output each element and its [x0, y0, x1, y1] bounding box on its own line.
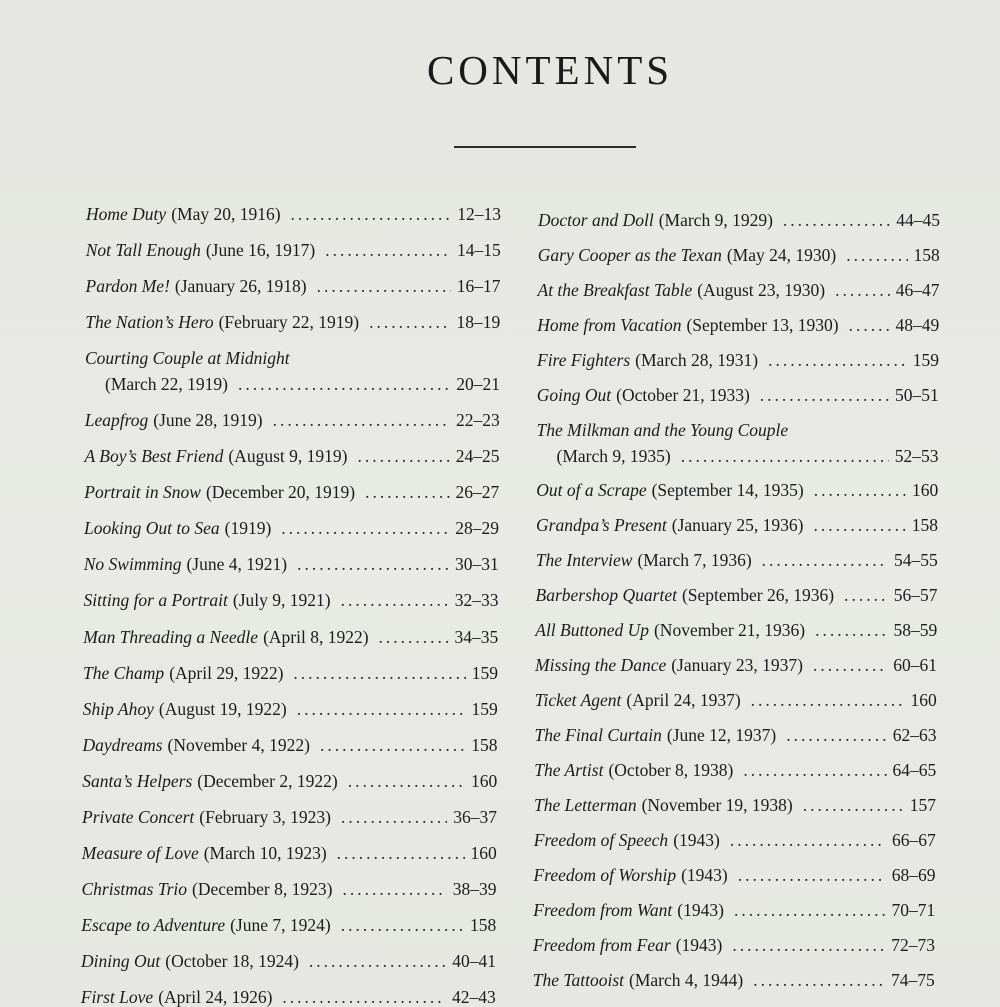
- toc-entry: [537, 422, 939, 465]
- entry-pages: 60–61: [893, 655, 937, 676]
- entry-pages: 48–49: [895, 315, 940, 335]
- dot-leader: [753, 972, 885, 990]
- entry-title: Man Threading a Needle: [83, 626, 259, 647]
- entry-date: (June 12, 1937): [666, 725, 777, 746]
- entry-date: (June 7, 1924): [230, 914, 331, 935]
- entry-title: First Love: [80, 987, 154, 1007]
- entry-title: Looking Out to Sea: [84, 518, 220, 539]
- entry-title: Escape to Adventure: [81, 914, 226, 935]
- entry-date: (September 26, 1936): [681, 585, 835, 606]
- toc-entry: [85, 448, 500, 466]
- dot-leader: [849, 317, 890, 335]
- toc-entry: [536, 482, 938, 500]
- entry-pages: 64–65: [892, 760, 937, 781]
- entry-title: No Swimming: [83, 554, 182, 575]
- toc-entry: [82, 770, 498, 791]
- dot-leader: [786, 727, 887, 745]
- toc-entry: [533, 902, 935, 920]
- entry-title: The Nation’s Hero: [85, 312, 214, 333]
- entry-date: (November 19, 1938): [641, 795, 793, 816]
- entry-pages: 68–69: [891, 865, 936, 886]
- toc-entry: [83, 662, 498, 683]
- dot-leader: [309, 953, 446, 971]
- entry-title: Freedom from Fear: [533, 935, 671, 956]
- entry-date: (March 4, 1944): [629, 970, 744, 991]
- entry-title: Sitting for a Portrait: [83, 590, 228, 611]
- entry-title: Doctor and Doll: [538, 210, 654, 230]
- entry-date: (November 4, 1922): [167, 734, 310, 755]
- entry-title: Freedom of Worship: [533, 865, 677, 886]
- dot-leader: [803, 797, 904, 815]
- entry-title: The Artist: [534, 760, 604, 781]
- entry-pages: 22–23: [456, 410, 500, 431]
- entry-title: Barbershop Quartet: [535, 585, 677, 606]
- entry-date: (January 25, 1936): [671, 515, 804, 536]
- toc-entry: [534, 867, 936, 885]
- entry-date: (March 28, 1931): [635, 350, 759, 370]
- dot-leader: [734, 902, 886, 920]
- entry-date: (June 16, 1917): [205, 240, 316, 261]
- entry-pages: 70–71: [891, 900, 936, 921]
- toc-entry: [86, 242, 501, 260]
- entry-pages: 158: [470, 914, 497, 935]
- entry-date: (August 19, 1922): [158, 698, 287, 719]
- dot-leader: [738, 867, 886, 885]
- entry-date: (October 21, 1933): [616, 385, 750, 405]
- toc-entry: [534, 832, 936, 850]
- entry-title: Freedom from Want: [533, 900, 673, 921]
- toc-entry: [536, 587, 938, 605]
- toc-entry: [86, 278, 501, 296]
- entry-date: (April 8, 1922): [263, 626, 369, 647]
- entry-date: (September 13, 1930): [686, 315, 839, 335]
- entry-title: Courting Couple at Midnight: [85, 348, 290, 369]
- toc-entry: [85, 412, 500, 430]
- entry-pages: 54–55: [894, 550, 938, 571]
- entry-title: Dining Out: [81, 950, 161, 971]
- entry-pages: 20–21: [456, 373, 500, 394]
- toc-entry: [538, 282, 940, 300]
- entry-pages: 50–51: [895, 385, 939, 405]
- dot-leader: [844, 587, 888, 605]
- entry-pages: 30–31: [455, 554, 499, 575]
- toc-entry: [82, 806, 497, 827]
- toc-entry: [84, 484, 499, 502]
- entry-title: Leapfrog: [84, 410, 149, 431]
- dot-leader: [348, 773, 465, 791]
- dot-leader: [846, 247, 907, 265]
- entry-title: Daydreams: [82, 734, 163, 755]
- toc-entry: [534, 762, 936, 780]
- entry-pages: 44–45: [896, 210, 940, 230]
- toc-entry: [83, 626, 499, 647]
- entry-title: Grandpa’s Present: [536, 515, 667, 536]
- dot-leader: [365, 484, 449, 502]
- entry-pages: 14–15: [457, 240, 501, 261]
- dot-leader: [760, 387, 889, 405]
- entry-date: (1943): [681, 865, 728, 886]
- toc-entry: [82, 698, 498, 719]
- entry-pages: 160: [912, 480, 939, 501]
- toc-entry: [81, 989, 496, 1007]
- entry-date: (May 24, 1930): [726, 245, 837, 265]
- entry-date: (December 8, 1923): [192, 878, 333, 899]
- entry-date: (September 14, 1935): [651, 480, 804, 501]
- dot-leader: [379, 629, 449, 647]
- entry-pages: 159: [471, 698, 498, 719]
- entry-date: (1943): [677, 900, 724, 921]
- toc-entry: [533, 972, 935, 990]
- entry-date: (January 26, 1918): [174, 276, 307, 297]
- toc-entry: [81, 878, 497, 899]
- entry-title: The Champ: [83, 662, 165, 683]
- toc-entry: [84, 592, 499, 610]
- dot-leader: [341, 809, 447, 827]
- entry-pages: 160: [471, 770, 498, 791]
- entry-title: Going Out: [536, 385, 612, 405]
- title-divider: [454, 146, 636, 148]
- entry-title: The Tattooist: [532, 970, 625, 991]
- toc-entry: [537, 352, 939, 370]
- dot-leader: [814, 482, 906, 500]
- toc-entry: [85, 314, 500, 332]
- entry-date: (April 29, 1922): [169, 662, 284, 683]
- entry-date: (March 22, 1919): [105, 373, 228, 394]
- entry-pages: 58–59: [893, 620, 938, 641]
- entry-title: Santa’s Helpers: [82, 770, 193, 791]
- entry-pages: 38–39: [452, 878, 497, 899]
- entry-pages: 18–19: [456, 312, 501, 333]
- dot-leader: [325, 242, 451, 260]
- entry-date: (February 3, 1923): [199, 806, 331, 827]
- toc-entry: [85, 350, 500, 393]
- entry-pages: 157: [909, 795, 936, 816]
- dot-leader: [783, 212, 890, 230]
- dot-leader: [813, 517, 905, 535]
- toc-entry: [81, 950, 496, 971]
- entry-date: (1919): [224, 518, 272, 539]
- entry-title: Ship Ahoy: [82, 698, 154, 719]
- dot-leader: [293, 665, 465, 683]
- toc-entry: [538, 247, 940, 265]
- toc-entry: [81, 842, 497, 863]
- entry-pages: 34–35: [454, 626, 499, 647]
- entry-pages: 74–75: [891, 970, 935, 991]
- entry-date: (May 20, 1916): [171, 204, 281, 224]
- entry-date: (March 10, 1923): [203, 842, 327, 863]
- entry-title: Pardon Me!: [85, 276, 170, 297]
- toc-entry: [537, 317, 939, 335]
- entry-date: (March 9, 1935): [556, 445, 671, 466]
- entry-title: Home Duty: [86, 204, 167, 224]
- entry-date: (December 20, 1919): [205, 482, 356, 503]
- dot-leader: [835, 282, 890, 300]
- dot-leader: [317, 278, 451, 296]
- toc-entry: [538, 212, 940, 230]
- dot-leader: [762, 552, 888, 570]
- entry-pages: 159: [912, 350, 939, 370]
- entry-title: Gary Cooper as the Texan: [537, 245, 722, 265]
- entry-date: (October 18, 1924): [165, 950, 299, 971]
- entry-title: Christmas Trio: [81, 878, 188, 899]
- entry-date: (1943): [675, 935, 723, 956]
- entry-date: (August 9, 1919): [228, 446, 348, 467]
- dot-leader: [341, 592, 449, 610]
- entry-pages: 26–27: [455, 482, 500, 503]
- entry-date: (April 24, 1937): [626, 690, 741, 711]
- entry-title: Ticket Agent: [534, 690, 622, 711]
- toc-entry: [82, 734, 498, 755]
- dot-leader: [732, 937, 885, 955]
- entry-date: (March 7, 1936): [637, 550, 752, 571]
- entry-date: (April 24, 1926): [158, 987, 273, 1007]
- dot-leader: [369, 314, 450, 332]
- entry-title: A Boy’s Best Friend: [84, 446, 224, 467]
- toc-entry: [534, 797, 936, 815]
- toc-entry: [81, 914, 497, 935]
- entry-pages: 158: [471, 734, 498, 755]
- entry-pages: 158: [911, 515, 938, 536]
- entry-pages: 66–67: [892, 830, 936, 851]
- entry-pages: 52–53: [894, 445, 939, 466]
- dot-leader: [297, 556, 449, 574]
- entry-pages: 159: [471, 662, 498, 683]
- entry-title: At the Breakfast Table: [537, 280, 693, 300]
- entry-date: (June 28, 1919): [153, 410, 263, 431]
- entry-pages: 40–41: [452, 950, 496, 971]
- entry-date: (December 2, 1922): [197, 770, 338, 791]
- toc-entry: [537, 387, 939, 405]
- entry-date: (February 22, 1919): [218, 312, 360, 333]
- dot-leader: [813, 657, 887, 675]
- entry-pages: 62–63: [892, 725, 937, 746]
- toc-entry: [535, 657, 937, 675]
- entry-date: (October 8, 1938): [608, 760, 734, 781]
- dot-leader: [730, 832, 886, 850]
- entry-pages: 160: [910, 690, 937, 711]
- entry-date: (March 9, 1929): [658, 210, 773, 230]
- entry-pages: 24–25: [455, 446, 500, 467]
- entry-title: Portrait in Snow: [84, 482, 201, 503]
- entry-date: (August 23, 1930): [697, 280, 826, 300]
- toc-entry: [536, 517, 938, 535]
- dot-leader: [282, 989, 446, 1007]
- entry-pages: 56–57: [893, 585, 938, 606]
- entry-date: (June 4, 1921): [186, 554, 288, 575]
- toc-entry: [535, 727, 937, 745]
- entry-pages: 158: [913, 245, 940, 265]
- entry-date: (July 9, 1921): [232, 590, 331, 611]
- toc-entry: [86, 206, 501, 224]
- entry-pages: 42–43: [452, 987, 496, 1007]
- dot-leader: [320, 737, 465, 755]
- entry-pages: 36–37: [453, 806, 497, 827]
- entry-title: Home from Vacation: [537, 315, 682, 335]
- entry-title: The Interview: [535, 550, 633, 571]
- dot-leader: [751, 692, 905, 710]
- dot-leader: [815, 622, 887, 640]
- entry-pages: 160: [470, 842, 497, 863]
- dot-leader: [768, 352, 907, 370]
- entry-date: (November 21, 1936): [653, 620, 806, 641]
- dot-leader: [337, 845, 465, 863]
- entry-title: Fire Fighters: [537, 350, 631, 370]
- entry-title: The Final Curtain: [534, 725, 662, 746]
- dot-leader: [291, 206, 452, 224]
- entry-title: The Letterman: [534, 795, 637, 816]
- entry-pages: 46–47: [895, 280, 940, 300]
- toc-entry: [533, 937, 935, 955]
- entry-title: Measure of Love: [81, 842, 199, 863]
- entry-pages: 28–29: [455, 518, 499, 539]
- toc-entry: [535, 622, 937, 640]
- entry-title: Out of a Scrape: [536, 480, 647, 501]
- toc-entry: [535, 692, 937, 710]
- entry-pages: 16–17: [456, 276, 501, 297]
- dot-leader: [357, 448, 449, 466]
- entry-title: Missing the Dance: [535, 655, 667, 676]
- dot-leader: [273, 412, 450, 430]
- entry-date: (January 23, 1937): [671, 655, 803, 676]
- dot-leader: [743, 762, 886, 780]
- entry-pages: 72–73: [891, 935, 935, 956]
- entry-pages: 12–13: [457, 204, 501, 224]
- entry-title: Private Concert: [82, 806, 195, 827]
- dot-leader: [297, 701, 466, 719]
- entry-title: The Milkman and the Young Couple: [536, 420, 789, 440]
- dot-leader: [281, 520, 449, 538]
- dot-leader: [238, 376, 450, 394]
- toc-entry: [84, 556, 499, 574]
- entry-pages: 32–33: [454, 590, 499, 611]
- toc-entry: [536, 552, 938, 570]
- page-title: CONTENTS: [426, 47, 674, 93]
- entry-date: (1943): [673, 830, 720, 851]
- dot-leader: [342, 881, 446, 899]
- toc-entry: [84, 520, 499, 538]
- dot-leader: [681, 448, 889, 466]
- entry-title: Freedom of Speech: [533, 830, 669, 851]
- entry-title: All Buttoned Up: [535, 620, 649, 641]
- dot-leader: [341, 917, 464, 935]
- entry-title: Not Tall Enough: [85, 240, 201, 261]
